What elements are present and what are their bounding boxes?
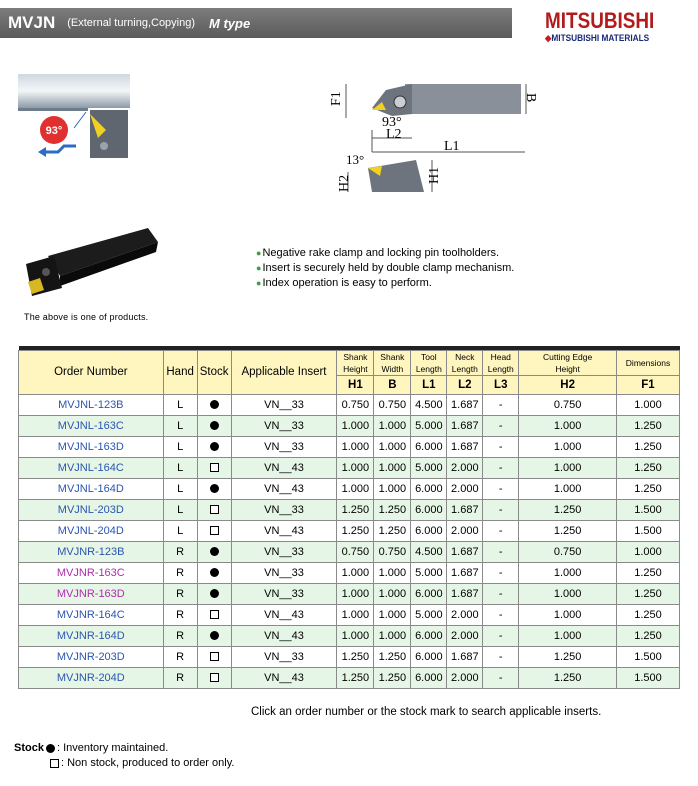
product-description: (External turning,Copying) <box>67 17 196 29</box>
l2-cell: 1.687 <box>447 583 483 604</box>
f1-cell: 1.250 <box>617 625 680 646</box>
product-type: M type <box>209 15 251 31</box>
diamond-icon: ◆ <box>545 33 552 43</box>
h2-cell: 0.750 <box>519 541 617 562</box>
b-cell: 1.250 <box>374 499 411 520</box>
legend-non-stock-text: : Non stock, produced to order only. <box>61 757 235 769</box>
stock-box-icon[interactable] <box>210 652 219 661</box>
l3-cell: - <box>483 541 519 562</box>
order-number-link[interactable]: MVJNR-203D <box>19 646 164 667</box>
h2-cell: 1.000 <box>519 415 617 436</box>
order-number-link[interactable]: MVJNL-123B <box>19 394 164 415</box>
b-cell: 1.250 <box>374 667 411 688</box>
insert-cell: VN__33 <box>231 394 337 415</box>
l2-cell: 1.687 <box>447 499 483 520</box>
table-row <box>19 667 680 688</box>
f1-cell: 1.250 <box>617 583 680 604</box>
hand-cell: L <box>163 436 197 457</box>
spec-table <box>18 346 680 689</box>
l2-cell: 2.000 <box>447 625 483 646</box>
angle-badge-text: 93° <box>45 125 63 137</box>
l1-cell: 5.000 <box>411 562 447 583</box>
h1-cell: 1.250 <box>337 499 374 520</box>
l2-cell: 1.687 <box>447 436 483 457</box>
stock-mark[interactable] <box>197 625 231 646</box>
legend-title: Stock <box>14 742 44 754</box>
h1-cell: 1.000 <box>337 625 374 646</box>
stock-dot-icon <box>46 744 55 753</box>
l3-cell: - <box>483 478 519 499</box>
stock-box-icon[interactable] <box>210 610 219 619</box>
brand-logo-subtext: ◆MITSUBISHI MATERIALS <box>545 33 650 43</box>
col-applicable-insert: Applicable Insert <box>231 350 337 394</box>
order-number-link[interactable]: MVJNR-163C <box>19 562 164 583</box>
stock-mark[interactable] <box>197 415 231 436</box>
l3-cell: - <box>483 562 519 583</box>
feature-list <box>256 246 514 291</box>
feature-item: ●Negative rake clamp and locking pin toolholders. <box>256 247 500 259</box>
order-number-link[interactable]: MVJNR-164C <box>19 604 164 625</box>
h2-cell: 1.000 <box>519 604 617 625</box>
col-stock: Stock <box>197 350 231 394</box>
table-row <box>19 646 680 667</box>
dim-h2: H2 <box>337 174 352 192</box>
table-row <box>19 604 680 625</box>
hand-cell: L <box>163 394 197 415</box>
stock-mark[interactable] <box>197 457 231 478</box>
b-cell: 0.750 <box>374 394 411 415</box>
stock-mark[interactable] <box>197 646 231 667</box>
legend-inventory-text: : Inventory maintained. <box>56 742 169 754</box>
order-number-link[interactable]: MVJNR-204D <box>19 667 164 688</box>
stock-dot-icon[interactable] <box>210 400 219 409</box>
table-row <box>19 541 680 562</box>
col-head-length: Head Length <box>483 350 519 375</box>
insert-cell: VN__33 <box>231 562 337 583</box>
b-cell: 1.000 <box>374 457 411 478</box>
l1-cell: 6.000 <box>411 646 447 667</box>
l3-cell: - <box>483 646 519 667</box>
insert-cell: VN__33 <box>231 436 337 457</box>
b-cell: 1.000 <box>374 604 411 625</box>
l1-cell: 6.000 <box>411 583 447 604</box>
f1-cell: 1.250 <box>617 604 680 625</box>
stock-box-icon[interactable] <box>210 505 219 514</box>
order-number-link[interactable]: MVJNR-163D <box>19 583 164 604</box>
l3-cell: - <box>483 415 519 436</box>
l3-cell: - <box>483 499 519 520</box>
col-shank-width: Shank Width <box>374 350 411 375</box>
sym-l3: L3 <box>483 375 519 394</box>
l1-cell: 6.000 <box>411 667 447 688</box>
h2-cell: 1.000 <box>519 625 617 646</box>
col-tool-length: Tool Length <box>411 350 447 375</box>
b-cell: 1.000 <box>374 625 411 646</box>
insert-cell: VN__43 <box>231 625 337 646</box>
stock-box-icon <box>50 759 59 768</box>
order-number-link[interactable]: MVJNL-164D <box>19 478 164 499</box>
table-row <box>19 436 680 457</box>
h2-cell: 1.000 <box>519 436 617 457</box>
hand-cell: L <box>163 499 197 520</box>
l1-cell: 5.000 <box>411 604 447 625</box>
table-row <box>19 478 680 499</box>
toolpath-illustration <box>18 68 136 164</box>
h2-cell: 1.250 <box>519 520 617 541</box>
table-row <box>19 583 680 604</box>
l2-cell: 1.687 <box>447 541 483 562</box>
legend-row-inventory <box>14 741 234 756</box>
sym-f1: F1 <box>617 375 680 394</box>
dim-angle-main: 93° <box>382 115 402 130</box>
b-cell: 1.000 <box>374 415 411 436</box>
col-cutting-edge-height: Cutting Edge Height <box>519 350 617 375</box>
l1-cell: 5.000 <box>411 457 447 478</box>
dim-l1: L1 <box>444 139 460 154</box>
l2-cell: 2.000 <box>447 604 483 625</box>
b-cell: 1.000 <box>374 562 411 583</box>
l2-cell: 2.000 <box>447 520 483 541</box>
f1-cell: 1.500 <box>617 520 680 541</box>
f1-cell: 1.500 <box>617 667 680 688</box>
f1-cell: 1.250 <box>617 562 680 583</box>
stock-dot-icon[interactable] <box>210 484 219 493</box>
stock-box-icon[interactable] <box>210 673 219 682</box>
dim-angle-side: 13° <box>346 152 365 167</box>
stock-mark[interactable] <box>197 520 231 541</box>
hand-cell: R <box>163 583 197 604</box>
h2-cell: 0.750 <box>519 394 617 415</box>
stock-legend <box>14 741 234 771</box>
l1-cell: 5.000 <box>411 415 447 436</box>
legend-row-non-stock <box>14 756 234 771</box>
stock-box-icon[interactable] <box>210 463 219 472</box>
dim-h1: H1 <box>427 166 442 184</box>
h1-cell: 1.000 <box>337 415 374 436</box>
h1-cell: 1.250 <box>337 520 374 541</box>
insert-cell: VN__43 <box>231 667 337 688</box>
stock-dot-icon[interactable] <box>210 421 219 430</box>
b-cell: 1.250 <box>374 646 411 667</box>
l2-cell: 1.687 <box>447 646 483 667</box>
search-hint: Click an order number or the stock mark to search applicable inserts. <box>251 706 602 718</box>
table-body <box>19 394 680 688</box>
l1-cell: 6.000 <box>411 499 447 520</box>
col-order-number: Order Number <box>19 350 164 394</box>
stock-mark[interactable] <box>197 541 231 562</box>
l3-cell: - <box>483 520 519 541</box>
table-row <box>19 499 680 520</box>
insert-cell: VN__33 <box>231 499 337 520</box>
stock-mark[interactable] <box>197 478 231 499</box>
sym-h2: H2 <box>519 375 617 394</box>
insert-cell: VN__33 <box>231 583 337 604</box>
hand-cell: R <box>163 604 197 625</box>
feature-item: ●Index operation is easy to perform. <box>256 277 432 289</box>
f1-cell: 1.000 <box>617 541 680 562</box>
b-cell: 1.000 <box>374 478 411 499</box>
order-number-link[interactable]: MVJNR-164D <box>19 625 164 646</box>
h1-cell: 1.000 <box>337 457 374 478</box>
hand-cell: R <box>163 562 197 583</box>
h2-cell: 1.250 <box>519 646 617 667</box>
l1-cell: 4.500 <box>411 394 447 415</box>
feature-item: ●Insert is securely held by double clamp mechanism. <box>256 262 515 274</box>
stock-mark[interactable] <box>197 436 231 457</box>
table-row <box>19 625 680 646</box>
stock-dot-icon[interactable] <box>210 442 219 451</box>
stock-mark[interactable] <box>197 604 231 625</box>
b-cell: 1.250 <box>374 520 411 541</box>
h1-cell: 0.750 <box>337 394 374 415</box>
h1-cell: 1.000 <box>337 604 374 625</box>
product-caption: The above is one of products. <box>24 312 149 322</box>
h1-cell: 1.000 <box>337 436 374 457</box>
table-row <box>19 457 680 478</box>
b-cell: 0.750 <box>374 541 411 562</box>
h1-cell: 1.000 <box>337 583 374 604</box>
product-code: MVJN <box>8 13 56 32</box>
sym-l1: L1 <box>411 375 447 394</box>
bullet-icon: ● <box>256 263 262 273</box>
l3-cell: - <box>483 667 519 688</box>
f1-cell: 1.250 <box>617 436 680 457</box>
h2-cell: 1.000 <box>519 583 617 604</box>
sym-b: B <box>374 375 411 394</box>
product-photo <box>20 220 170 310</box>
brand-logo-text: MITSUBISHI <box>545 8 655 33</box>
sym-h1: H1 <box>337 375 374 394</box>
l2-cell: 2.000 <box>447 457 483 478</box>
l1-cell: 4.500 <box>411 541 447 562</box>
l3-cell: - <box>483 604 519 625</box>
f1-cell: 1.500 <box>617 646 680 667</box>
f1-cell: 1.500 <box>617 499 680 520</box>
l2-cell: 2.000 <box>447 478 483 499</box>
hand-cell: L <box>163 457 197 478</box>
dimension-diagram <box>320 72 550 202</box>
l3-cell: - <box>483 436 519 457</box>
dim-b: B <box>523 93 538 103</box>
h1-cell: 0.750 <box>337 541 374 562</box>
hand-cell: R <box>163 646 197 667</box>
hand-cell: L <box>163 415 197 436</box>
hand-cell: R <box>163 667 197 688</box>
insert-cell: VN__33 <box>231 646 337 667</box>
stock-mark[interactable] <box>197 394 231 415</box>
f1-cell: 1.250 <box>617 478 680 499</box>
b-cell: 1.000 <box>374 583 411 604</box>
l2-cell: 1.687 <box>447 562 483 583</box>
hand-cell: R <box>163 541 197 562</box>
l3-cell: - <box>483 394 519 415</box>
h2-cell: 1.250 <box>519 499 617 520</box>
bullet-icon: ● <box>256 278 262 288</box>
col-neck-length: Neck Length <box>447 350 483 375</box>
f1-cell: 1.250 <box>617 415 680 436</box>
l3-cell: - <box>483 583 519 604</box>
brand-logo <box>545 8 685 46</box>
h2-cell: 1.250 <box>519 667 617 688</box>
insert-cell: VN__33 <box>231 415 337 436</box>
bullet-icon: ● <box>256 248 262 258</box>
l2-cell: 1.687 <box>447 394 483 415</box>
table-row <box>19 520 680 541</box>
order-number-link[interactable]: MVJNL-164C <box>19 457 164 478</box>
dim-l2: L2 <box>386 127 402 142</box>
l2-cell: 1.687 <box>447 415 483 436</box>
b-cell: 1.000 <box>374 436 411 457</box>
l1-cell: 6.000 <box>411 520 447 541</box>
h1-cell: 1.250 <box>337 667 374 688</box>
stock-box-icon[interactable] <box>210 526 219 535</box>
h1-cell: 1.250 <box>337 646 374 667</box>
stock-mark[interactable] <box>197 562 231 583</box>
dim-f1: F1 <box>329 91 344 106</box>
order-number-link[interactable]: MVJNL-163D <box>19 436 164 457</box>
l3-cell: - <box>483 457 519 478</box>
l1-cell: 6.000 <box>411 436 447 457</box>
h2-cell: 1.000 <box>519 478 617 499</box>
stock-mark[interactable] <box>197 667 231 688</box>
table-row <box>19 562 680 583</box>
stock-dot-icon[interactable] <box>210 589 219 598</box>
stock-dot-icon[interactable] <box>210 547 219 556</box>
sym-l2: L2 <box>447 375 483 394</box>
table-row <box>19 415 680 436</box>
f1-cell: 1.000 <box>617 394 680 415</box>
l1-cell: 6.000 <box>411 478 447 499</box>
col-shank-height: Shank Height <box>337 350 374 375</box>
insert-cell: VN__43 <box>231 520 337 541</box>
insert-cell: VN__43 <box>231 478 337 499</box>
stock-mark[interactable] <box>197 583 231 604</box>
hand-cell: R <box>163 625 197 646</box>
stock-dot-icon[interactable] <box>210 568 219 577</box>
insert-cell: VN__43 <box>231 604 337 625</box>
order-number-link[interactable]: MVJNL-203D <box>19 499 164 520</box>
h2-cell: 1.000 <box>519 457 617 478</box>
insert-cell: VN__43 <box>231 457 337 478</box>
table-row <box>19 394 680 415</box>
l1-cell: 6.000 <box>411 625 447 646</box>
l3-cell: - <box>483 625 519 646</box>
header-bar <box>0 8 512 38</box>
h1-cell: 1.000 <box>337 562 374 583</box>
stock-mark[interactable] <box>197 499 231 520</box>
h2-cell: 1.000 <box>519 562 617 583</box>
hand-cell: L <box>163 478 197 499</box>
order-number-link[interactable]: MVJNL-204D <box>19 520 164 541</box>
col-hand: Hand <box>163 350 197 394</box>
stock-dot-icon[interactable] <box>210 631 219 640</box>
h1-cell: 1.000 <box>337 478 374 499</box>
f1-cell: 1.250 <box>617 457 680 478</box>
hand-cell: L <box>163 520 197 541</box>
l2-cell: 2.000 <box>447 667 483 688</box>
order-number-link[interactable]: MVJNR-123B <box>19 541 164 562</box>
col-dimensions: Dimensions <box>617 350 680 375</box>
order-number-link[interactable]: MVJNL-163C <box>19 415 164 436</box>
insert-cell: VN__33 <box>231 541 337 562</box>
